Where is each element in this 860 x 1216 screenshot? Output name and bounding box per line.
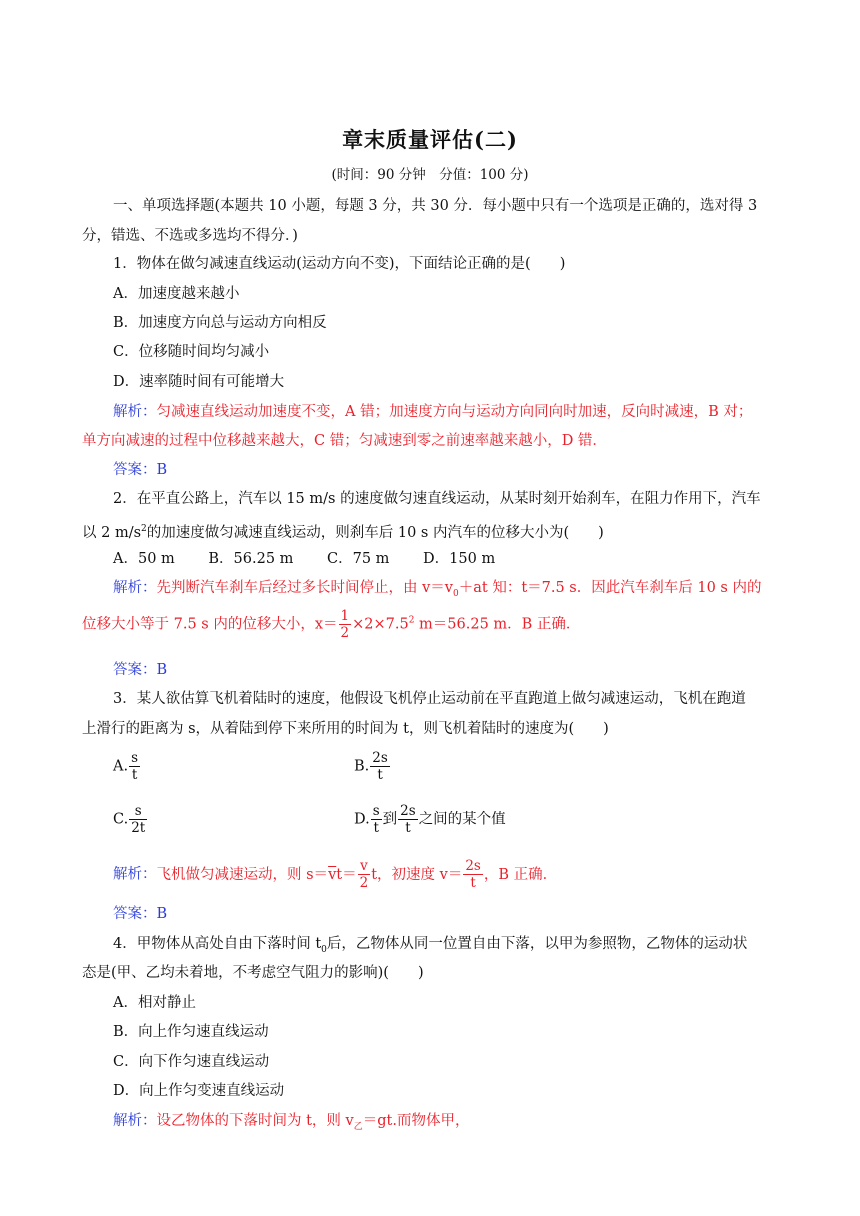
q4-option-d: D．向上作匀变速直线运动 [113, 1083, 285, 1099]
q1-option-d: D．速率随时间有可能增大 [113, 374, 285, 390]
analysis-label: 解析： [113, 404, 157, 420]
q3-option-c [113, 803, 148, 836]
fraction-denominator: t [470, 875, 476, 891]
option-label: A. [113, 758, 129, 775]
analysis-part: 先判断汽车刹车后经过多长时间停止，由 v＝v [156, 580, 453, 596]
q4-stem-part: 后，乙物体从同一位置自由下落，以甲为参照物，乙物体的运动状 [326, 936, 748, 952]
option-text: 到 [382, 811, 398, 828]
fraction-one-half [339, 608, 352, 641]
analysis-label: 解析： [113, 1113, 157, 1129]
fraction-denominator: 2 [359, 875, 369, 891]
option-label: B. [354, 758, 370, 775]
q2-stem-line1: 2．在平直公路上，汽车以 15 m/s 的速度做匀速直线运动，从某时刻开始刹车，在阻力作用下，汽车 [113, 491, 761, 507]
fraction-numerator: 2s [372, 750, 388, 766]
fraction-numerator: 2s [400, 803, 416, 819]
option-fraction [129, 750, 140, 783]
analysis-part: 位移大小等于 7.5 s 内的位移大小，x＝ [82, 616, 338, 633]
analysis-part: ×2×7.5 [352, 616, 409, 633]
fraction-denominator: 2t [131, 820, 146, 836]
page-subtitle: (时间：90 分钟 分值：100 分) [331, 167, 529, 183]
q2-answer: 答案：B [113, 662, 168, 678]
q4-stem-sub: 0 [321, 944, 327, 955]
section-heading-line1: 一、单项选择题(本题共 10 小题，每题 3 分，共 30 分．每小题中只有一个选项是正确的，选对得 3 [113, 198, 758, 214]
fraction-numerator: s [129, 803, 147, 820]
q2-stem-line2 [82, 519, 604, 543]
q3-stem-line1: 3．某人欲估算飞机着陆时的速度，他假设飞机停止运动前在平直跑道上做匀减速运动，飞机在跑道 [113, 691, 746, 707]
q4-stem-line1 [113, 934, 747, 960]
analysis-part: t，初速度 v＝ [371, 866, 463, 883]
analysis-text [156, 580, 762, 599]
fraction-denominator: t [131, 767, 138, 783]
q2-stem-sup: 2 [141, 524, 147, 534]
q1-analysis-line2: 单方向减速的过程中位移越来越大，C 错；匀减速到零之前速率越来越小，D 错． [82, 433, 607, 449]
average-velocity-symbol: $\overline{v}$ [328, 866, 337, 883]
q3-answer: 答案：B [113, 906, 168, 922]
fraction-numerator: s [372, 803, 380, 819]
q4-option-c: C．向下作匀速直线运动 [113, 1054, 270, 1070]
analysis-label: 解析： [113, 580, 157, 596]
q2-analysis-line2 [82, 608, 580, 641]
analysis-text: 匀减速直线运动加速度不变，A 错；加速度方向与运动方向同向时加速，反向时减速，B 对； [156, 404, 753, 420]
q4-stem-part: 4．甲物体从高处自由下落时间 t [113, 936, 322, 952]
q4-option-b: B．向上作匀速直线运动 [113, 1024, 269, 1040]
q4-option-a: A．相对静止 [113, 995, 196, 1011]
q4-analysis [113, 1111, 469, 1137]
q3-stem-line2: 上滑行的距离为 s，从着陆到停下来所用的时间为 t，则飞机着陆时的速度为( ) [82, 721, 609, 737]
q1-option-c: C．位移随时间均匀减小 [113, 344, 270, 360]
analysis-part: ＝gt.而物体甲， [362, 1113, 470, 1129]
option-text: 之间的某个值 [418, 811, 506, 828]
q2-options: A．50 m B．56.25 m C．75 m D．150 m [113, 551, 496, 567]
q1-analysis-line1 [113, 402, 752, 422]
analysis-fraction [358, 858, 371, 891]
q1-answer: 答案：B [113, 462, 168, 478]
q4-stem-line2: 态是(甲、乙均未着地，不考虑空气阻力的影响)( ) [82, 965, 424, 981]
fraction-numerator: v [358, 858, 371, 875]
option-label: D. [354, 811, 370, 828]
analysis-fraction [463, 858, 483, 891]
section-heading-line2: 分，错选、不选或多选均不得分．) [82, 228, 298, 244]
analysis-part: m＝56.25 m．B 正确． [414, 616, 581, 633]
q2-stem-part: 的加速度做匀减速直线运动，则刹车后 10 s 内汽车的位移大小为( ) [146, 524, 604, 541]
analysis-text [156, 858, 558, 891]
fraction-denominator: 2 [340, 625, 350, 641]
analysis-sub: 乙 [353, 1121, 363, 1132]
analysis-sup: 2 [408, 615, 415, 626]
option-fraction [370, 750, 390, 783]
q2-analysis-line1 [113, 578, 761, 604]
q3-analysis [113, 858, 557, 891]
option-label: C. [113, 811, 129, 828]
analysis-part: 飞机做匀减速运动，则 s＝ [156, 866, 329, 883]
fraction-numerator: s [131, 750, 139, 766]
fraction-numerator: 1 [340, 608, 350, 624]
analysis-part: ＋at 知：t＝7.5 s．因此汽车刹车后 10 s 内的 [458, 580, 762, 596]
q2-stem-part: 以 2 m/s [82, 524, 142, 541]
option-fraction [371, 803, 382, 836]
option-fraction [129, 803, 147, 836]
analysis-part: t＝ [336, 866, 357, 883]
analysis-text [156, 1113, 470, 1132]
page-title: 章末质量评估(二) [342, 127, 518, 152]
analysis-part: 设乙物体的下落时间为 t，则 v [156, 1113, 354, 1129]
fraction-denominator: t [377, 767, 383, 783]
analysis-sub: 0 [453, 588, 459, 599]
option-fraction [398, 803, 418, 836]
q1-stem: 1．物体在做匀减速直线运动(运动方向不变)，下面结论正确的是( ) [113, 256, 566, 272]
analysis-part: ，B 正确． [483, 866, 558, 883]
fraction-denominator: t [373, 820, 379, 836]
q1-option-a: A．加速度越来越小 [113, 286, 240, 302]
fraction-denominator: t [405, 820, 411, 836]
q1-option-b: B．加速度方向总与运动方向相反 [113, 315, 327, 331]
fraction-numerator: 2s [465, 858, 481, 874]
analysis-label: 解析： [113, 866, 157, 883]
q3-option-d [354, 803, 506, 836]
q3-option-b [354, 750, 391, 783]
q3-option-a [113, 750, 141, 783]
